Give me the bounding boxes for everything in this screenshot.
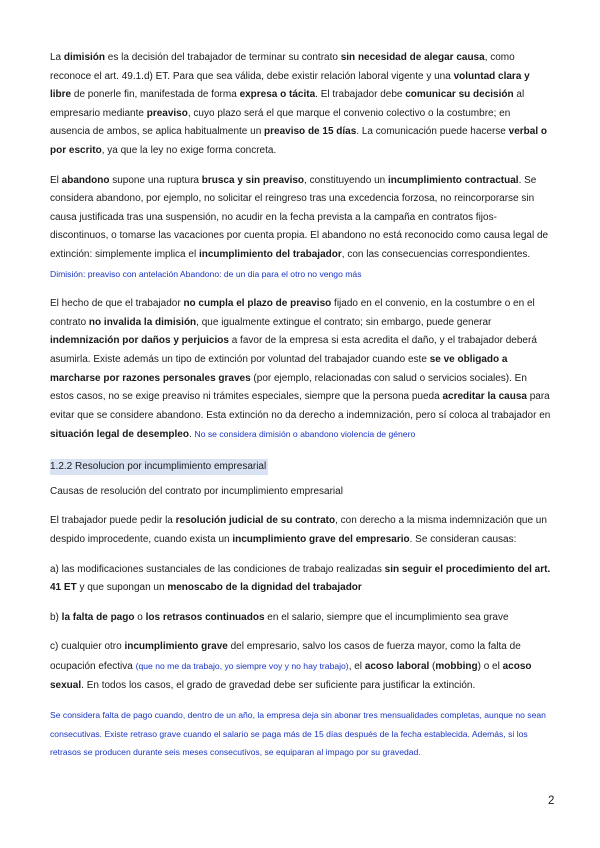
document-page — [50, 49, 553, 761]
payment-note: Se considera falta de pago cuando, dentro de un año, la empresa deja sin abonar tres mensualidades completas, aunque no sean consecutivas. Existe retraso grave cuando el salario se paga más de 15 días después de la fecha establecida. Además, si los retrasos se producen durante seis meses consecutivos, se equiparan al impago por su gravedad. — [50, 710, 546, 758]
section-subheading: Causas de resolución del contrato por incumplimiento empresarial — [50, 485, 343, 497]
cause-c: c) cualquier otro incumplimiento grave del empresario, salvo los casos de fuerza mayor, como la falta de ocupación efectiva (que no me da trabajo, yo siempre voy y no hay trabajo), el acoso laboral (mobbing) o el acoso sexual. En todos los casos, el grado de gravedad debe ser suficiente para justificar la extinción. — [50, 641, 532, 691]
cause-b: b) la falta de pago o los retrasos continuados en el salario, siempre que el incumplimiento sea grave — [50, 611, 509, 623]
handwritten-note: No se considera dimisión o abandono violencia de género — [194, 429, 416, 440]
paragraph-resolucion: El trabajador puede pedir la resolución judicial de su contrato, con derecho a la misma indemnización que un despido improcedente, cuando exista un incumplimiento grave del empresario. Se consideran causas: — [50, 515, 547, 546]
handwritten-note: Dimisión: preaviso con antelación Abandono: de un dia para el otro no vengo más — [50, 268, 362, 279]
paragraph-preaviso: El hecho de que el trabajador no cumpla el plazo de preaviso fijado en el convenio, en la costumbre o en el contrato no invalida la dimisión, que igualmente extingue el contrato; sin embargo, puede generar indemnización por daños y perjuicios a favor de la empresa si esta acredita el daño, y el trabajador deberá asumirla. Existe además un tipo de extinción por voluntad del trabajador cuando este se ve obligado a marcharse por razones personales graves (por ejemplo, relacionadas con salud o servicios sociales). En estos casos, no se exige preaviso ni trámites especiales, siempre que la persona pueda acreditar la causa para evitar que se considere abandono. Esta extinción no da derecho a indemnización, pero sí coloca al trabajador en situación legal de desempleo. No se considera dimisión o abandono violencia de género — [50, 298, 551, 441]
cause-a: a) las modificaciones sustanciales de las condiciones de trabajo realizadas sin seguir el procedimiento del art. 41 ET y que supongan un menoscabo de la dignidad del trabajador — [50, 563, 551, 594]
page-number: 2 — [548, 795, 555, 807]
paragraph-abandono: El abandono supone una ruptura brusca y sin preaviso, constituyendo un incumplimiento contractual. Se considera abandono, por ejemplo, no solicitar el reingreso tras una excedencia forzosa, no reincorporarse sin causa justificada tras una suspensión, no acudir en la fecha prevista a la campaña en contratos fijos-discontinuos, o tomarse las vacaciones por cuenta propia. El abandono no está reconocido como causa legal de extinción: simplemente implica el incumplimiento del trabajador, con las consecuencias correspondientes. Dimisión: preaviso con antelación Abandono: de un dia para el otro no vengo más — [50, 174, 549, 279]
section-heading: 1.2.2 Resolucion por incumplimiento empresarial — [50, 459, 268, 475]
paragraph-dimision: La dimisión es la decisión del trabajador de terminar su contrato sin necesidad de alegar causa, como reconoce el art. 49.1.d) ET. Para que sea válida, debe existir relación laboral vigente y una voluntad clara y libre de ponerle fin, manifestada de forma expresa o tácita. El trabajador debe comunicar su decisión al empresario mediante preaviso, cuyo plazo será el que marque el convenio colectivo o la costumbre; en ausencia de ambos, se aplica habitualmente un preaviso de 15 días. La comunicación puede hacerse verbal o por escrito, ya que la ley no exige forma concreta. — [50, 52, 547, 156]
handwritten-note: (que no me da trabajo, yo siempre voy y no hay trabajo) — [135, 661, 349, 672]
